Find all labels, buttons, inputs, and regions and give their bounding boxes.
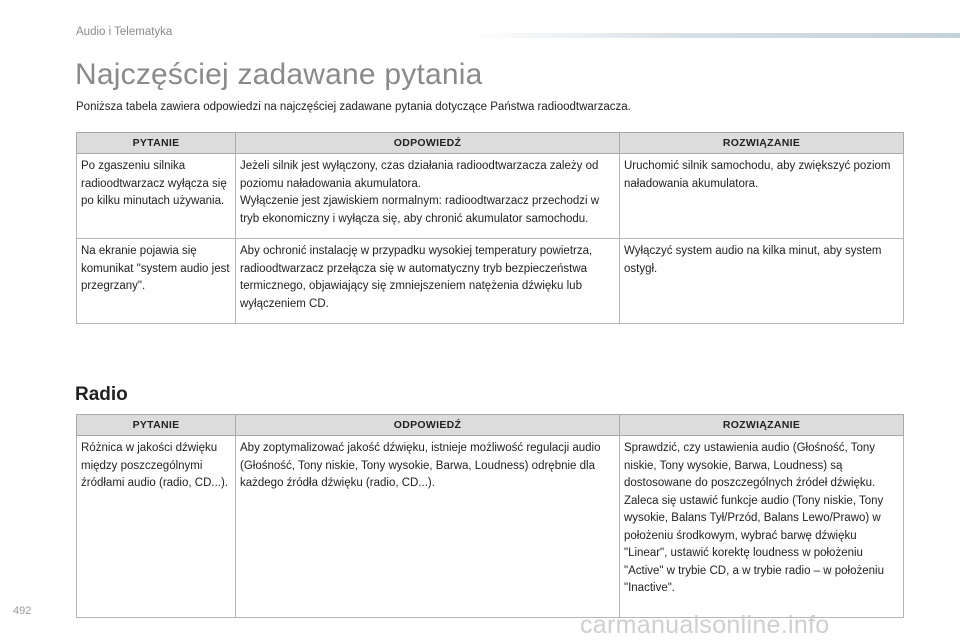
table-header-row [77,415,904,436]
cell-question: Różnica w jakości dźwięku między poszczególnymi źródłami audio (radio, CD...). [77,436,236,618]
cell-question: Na ekranie pojawia się komunikat "system audio jest przegrzany". [77,239,236,324]
faq-table-radio [76,414,904,618]
table-header-row [77,133,904,154]
table-row [77,239,904,324]
section-title-radio: Radio [75,384,128,405]
header-answer: ODPOWIEDŹ [236,415,620,436]
cell-question: Po zgaszeniu silnika radioodtwarzacz wyłącza się po kilku minutach używania. [77,154,236,239]
cell-answer: Aby ochronić instalację w przypadku wysokiej temperatury powietrza, radioodtwarzacz przełącza się w automatyczny tryb bezpieczeństwa termicznego, objawiający się zmniejszeniem natężenia dźwięku lub wyłączeniem CD. [236,239,620,324]
cell-answer: Aby zoptymalizować jakość dźwięku, istnieje możliwość regulacji audio (Głośność, Tony niskie, Tony wysokie, Barwa, Loudness) odrębnie dla każdego źródła dźwięku (radio, CD...). [236,436,620,618]
page-title: Najczęściej zadawane pytania [75,58,483,91]
intro-text: Poniższa tabela zawiera odpowiedzi na najczęściej zadawane pytania dotyczące Państwa radioodtwarzacza. [76,101,631,113]
cell-solution: Sprawdzić, czy ustawienia audio (Głośność, Tony niskie, Tony wysokie, Barwa, Loudness) są dostosowane do poszczególnych źródeł dźwięku. Zaleca się ustawić funkcje audio (Tony niskie, Tony wysokie, Balans Tył/Przód, Balans Lewo/Prawo) w położeniu środkowym, wybrać barwę dźwięku "Linear", ustawić korektę loudness w położeniu "Active" w trybie CD, a w trybie radio – w położeniu "Inactive". [620,436,904,618]
cell-solution: Uruchomić silnik samochodu, aby zwiększyć poziom naładowania akumulatora. [620,154,904,239]
header-decorative-bar [470,33,960,38]
header-solution: ROZWIĄZANIE [620,133,904,154]
header-answer: ODPOWIEDŹ [236,133,620,154]
header-solution: ROZWIĄZANIE [620,415,904,436]
header-question: PYTANIE [77,415,236,436]
watermark: carmanualsonline.info [580,611,830,639]
table-row [77,154,904,239]
header-question: PYTANIE [77,133,236,154]
cell-solution: Wyłączyć system audio na kilka minut, aby system ostygł. [620,239,904,324]
faq-table-general [76,132,904,324]
page-number: 492 [13,605,32,617]
section-header: Audio i Telematyka [76,26,173,38]
cell-answer: Jeżeli silnik jest wyłączony, czas działania radioodtwarzacza zależy od poziomu naładowania akumulatora. Wyłączenie jest zjawiskiem normalnym: radioodtwarzacz przechodzi w tryb ekonomiczny i wyłącza się, aby chronić akumulator samochodu. [236,154,620,239]
table-row [77,436,904,618]
